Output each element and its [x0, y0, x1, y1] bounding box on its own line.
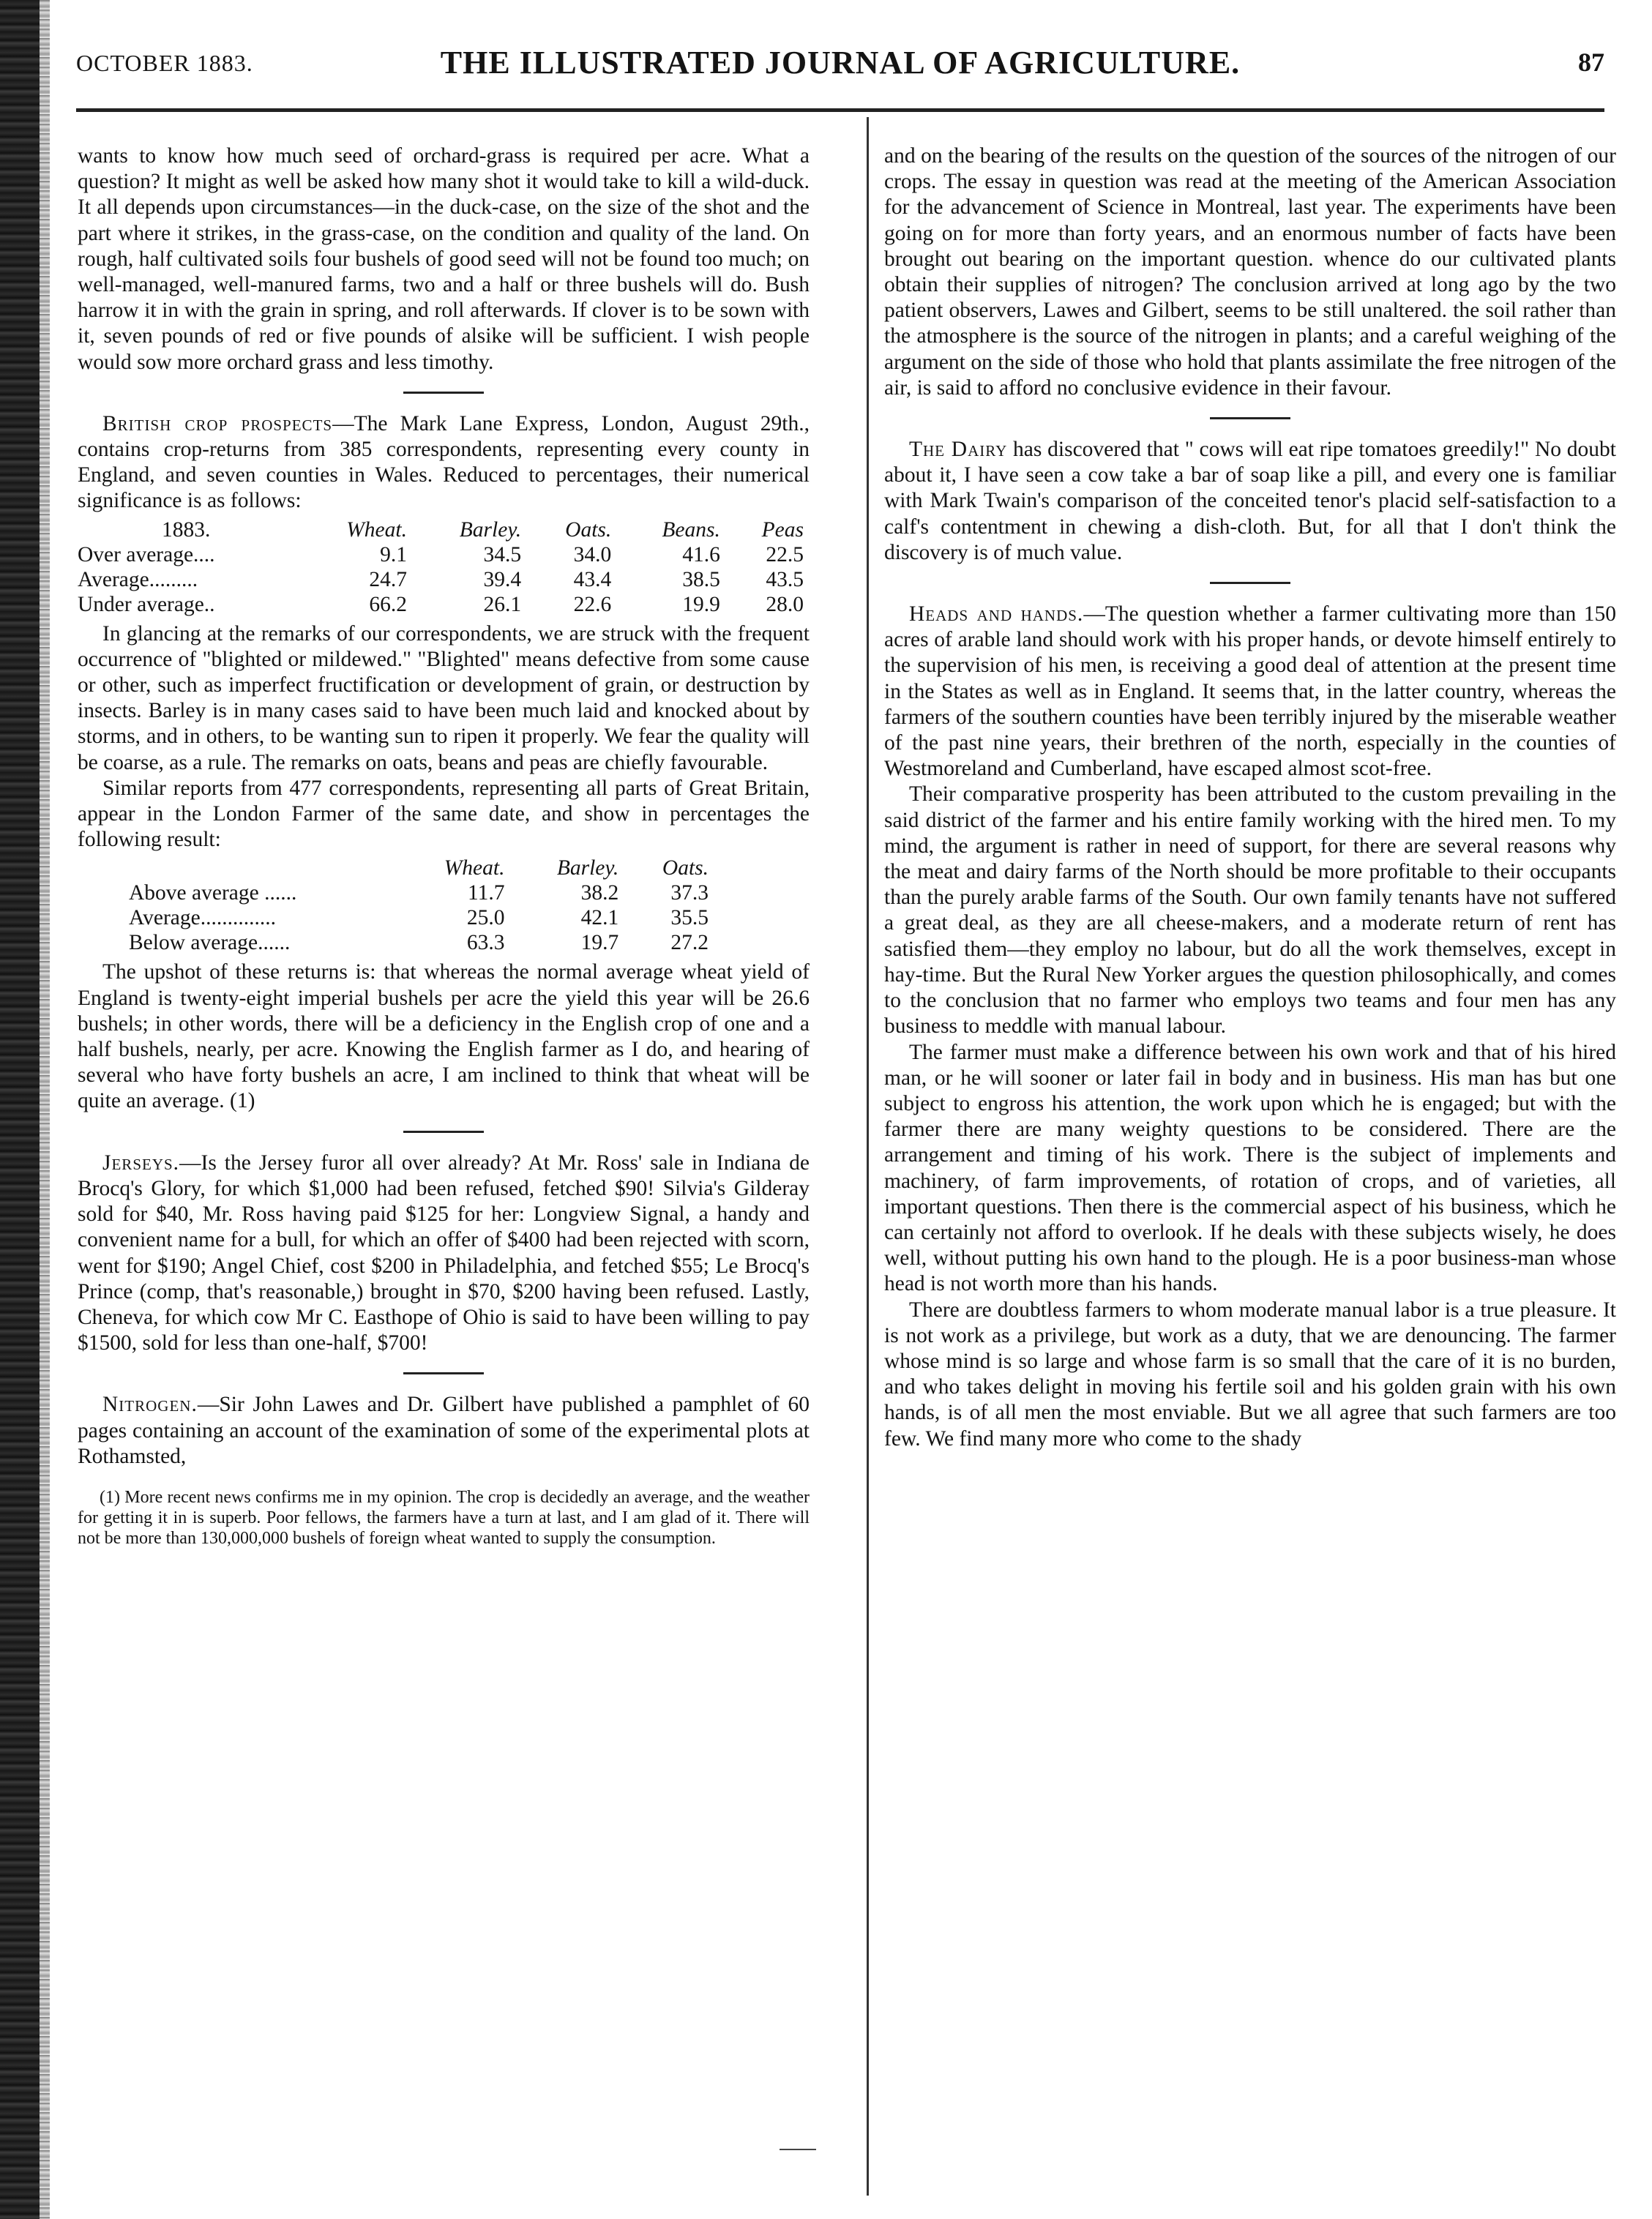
table-cell: 26.1	[483, 592, 522, 616]
right-column	[884, 143, 1616, 1452]
orchard-grass-paragraph: wants to know how much seed of orchard-grass is required per acre. What a question? It might as well be asked how many shot it would take to kill a wild-duck. It all depends upon circumstances—in the duck-case, on the size of the shot and the part where it strikes, in the grass-case, on the condition and quality of the land. On rough, half cultivated soils four bushels of good seed will not be found too much; on well-managed, well-manured farms, two and a half or three bushels will do. Bush harrow it in with the grain in spring, and roll afterwards. If clover is to be sown with it, seven pounds of red or five pounds of alsike will be sufficient. I wish people would sow more orchard grass and less timothy.	[78, 144, 810, 374]
row-label: Below average......	[129, 931, 291, 955]
crop-percentages-table-1	[78, 517, 810, 617]
col-header: Barley.	[556, 856, 619, 880]
page-end-mark	[780, 2149, 816, 2150]
col-header: Peas	[761, 517, 804, 542]
nitrogen-text: —Sir John Lawes and Dr. Gilbert have published a pamphlet of 60 pages containing an account of the examination of some of the experimental plots at Rothamsted,	[78, 1393, 810, 1468]
british-crop-paragraph	[78, 411, 810, 514]
table-cell: 19.9	[682, 592, 720, 616]
col-header: Oats.	[565, 517, 612, 542]
table-cell: 37.3	[670, 881, 709, 905]
nitrogen-heading: Nitrogen.	[102, 1393, 198, 1417]
table-year: 1883.	[161, 517, 211, 542]
binding-edge	[0, 0, 50, 2219]
dairy-paragraph	[884, 437, 1616, 566]
manual-labor-paragraph: There are doubtless farmers to whom moderate manual labor is a true pleasure. It is not work as a privilege, but work as a duty, that we are denouncing. The farmer whose mind is so large and whose farm is so small that the care of it is no burden, and who takes delight in moving his fertile soil and his golden grain with his own hands, is of all men the most enviable. But we all agree that such farmers are too few. We find many more who come to the shady	[884, 1298, 1616, 1451]
col-header: Wheat.	[444, 856, 505, 880]
british-crop-text: —The Mark Lane Express, London, August 29th., contains crop-returns from 385 correspondents, representing every county in England, and seven counties in Wales. Reduced to percentages, their numerical significance is as follows:	[78, 411, 810, 513]
left-column	[78, 143, 810, 1549]
journal-title: THE ILLUSTRATED JOURNAL OF AGRICULTURE.	[440, 45, 1241, 81]
glancing-paragraph: In glancing at the remarks of our correspondents, we are struck with the frequent occurrence of "blighted or mildewed." "Blighted" means defective from some cause or other, such as imperfect fructification or development of grain, or destruction by insects. Barley is in many cases said to have been much laid and knocked about by storms, and in others, to be wanting sun to ripen it properly. We fear the quality will be coarse, as a rule. The remarks on oats, beans and peas are chiefly favourable.	[78, 621, 810, 774]
table-cell: 42.1	[580, 906, 619, 930]
table-cell: 19.7	[580, 931, 619, 955]
table-cell: 25.0	[466, 906, 505, 930]
upshot-paragraph: The upshot of these returns is: that whereas the normal average wheat yield of England is twenty-eight imperial bushels per acre the yield this year will be 26.6 bushels; in other words, there will be a deficiency in the English crop of one and a half bushels, nearly, per acre. Knowing the English farmer as I do, and hearing of several who have forty bushels an acre, I am inclined to think that wheat will be quite an average. (1)	[78, 960, 810, 1113]
nitrogen-continued-paragraph: and on the bearing of the results on the question of the sources of the nitrogen of our crops. The essay in question was read at the meeting of the American Association for the advancement of Science in Montreal, last year. The experiments have been going on for more than forty years, and an enormous number of facts have been brought out bearing on the important question. whence do our cultivated plants obtain their supplies of nitrogen? The conclusion arrived at long ago by the two patient observers, Lawes and Gilbert, seems to be still unaltered. the soil rather than the atmosphere is the source of the nitrogen in plants; and a careful weighing of the argument on the side of those who hold that plants assimilate the free nitrogen of the air, is said to afford no conclusive evidence in their favour.	[884, 144, 1616, 400]
section-separator	[403, 1131, 484, 1133]
column-divider	[867, 117, 869, 2196]
table-cell: 34.0	[573, 542, 612, 566]
table-row	[129, 930, 714, 955]
jerseys-text: —Is the Jersey furor all over already? At Mr. Ross' sale in Indiana de Brocq's Glory, for which $1,000 had been refused, fetched $90! Silvia's Gilderay sold for $40, Mr. Ross having paid $125 for her: Longview Signal, a handy and convenient name for a bull, for which an offer of $400 had been rejected with scorn, went for $190; Angel Chief, cost $200 in Philadelphia, and fetched $55; Le Brocq's Prince (comp, that's reasonable,) brought in $70, $200 having been refused. Lastly, Cheneva, for which cow Mr C. Easthope of Ohio is said to have been willing to pay $1500, sold for less than one-half, $700!	[78, 1150, 810, 1355]
heads-and-hands-paragraph	[884, 602, 1616, 782]
row-label: Above average ......	[129, 881, 297, 905]
table-cell: 43.5	[766, 567, 804, 591]
col-header: Oats.	[662, 856, 709, 880]
table-cell: 27.2	[670, 931, 709, 955]
table-cell: 9.1	[380, 542, 407, 566]
table-row	[78, 567, 810, 592]
row-label: Average.........	[78, 567, 198, 591]
table-cell: 22.5	[766, 542, 804, 566]
crop-percentages-table-2	[129, 856, 714, 955]
section-separator	[403, 1372, 484, 1374]
page-number: 87	[1578, 48, 1604, 77]
dairy-heading: The Dairy	[909, 438, 1008, 462]
farmer-difference-paragraph: The farmer must make a difference between his own work and that of his hired man, or he will sooner or later fail in body and in business. His man has but one subject to engross his attention, the work upon which he is engaged; but with the farmer there are many weighty questions to be considered. There are the arrangement and timing of his work. There is the subject of implements and machinery, of farm improvements, of rotation of crops, and of varieties, all important questions. Then there is the commercial aspect of his business, which he can certainly not afford to overlook. If he deals with these subjects wisely, he does well, without putting his own hand to the plough. He is a poor business-man whose head is not worth more than his hands.	[884, 1040, 1616, 1296]
table-header-row	[78, 517, 810, 542]
footnote: (1) More recent news confirms me in my opinion. The crop is decidedly an average, and the weather for getting it in is superb. Poor fellows, the farmers have a turn at last, and I am glad of it. There will not be more than 130,000,000 bushels of foreign wheat wanted to supply the consumption.	[78, 1487, 810, 1548]
table-cell: 38.5	[682, 567, 720, 591]
header-rule	[76, 108, 1604, 112]
row-label: Under average..	[78, 592, 215, 616]
row-label: Average..............	[129, 906, 276, 930]
col-header: Beans.	[662, 517, 720, 542]
table-cell: 34.5	[483, 542, 522, 566]
table-cell: 39.4	[483, 567, 522, 591]
dairy-text: has discovered that " cows will eat ripe tomatoes greedily!" No doubt about it, I have seen a cow take a bar of soap like a pill, and every one is familiar with Mark Twain's comparison of the conceited tenor's placid self-satisfaction to a calf's contentment in chewing a dish-cloth. But, for all that I don't think the discovery is of much value.	[884, 438, 1616, 564]
table-cell: 35.5	[670, 906, 709, 930]
table-cell: 11.7	[467, 881, 505, 905]
section-separator	[1210, 417, 1290, 419]
table-cell: 38.2	[580, 881, 619, 905]
table-cell: 43.4	[573, 567, 612, 591]
section-separator	[1210, 582, 1290, 584]
table-cell: 41.6	[682, 542, 720, 566]
table-cell: 28.0	[766, 592, 804, 616]
heads-and-hands-heading: Heads and hands.	[909, 602, 1084, 626]
col-header: Wheat.	[346, 517, 407, 542]
nitrogen-paragraph	[78, 1392, 810, 1470]
table-row	[129, 905, 714, 930]
comparative-prosperity-paragraph: Their comparative prosperity has been attributed to the custom prevailing in the said district of the farmer and his entire family working with the hired men. To my mind, the argument is rather in need of support, for there are several reasons why the meat and dairy farms of the North should be more profitable to their occupants than the purely arable farms of the South. Our own family tenants have not suffered a great deal, as they are all cheese-makers, and a moderate return of rent has satisfied them—they employ no labour, but do all the work themselves, except in hay-time. But the Rural New Yorker argues the question philosophically, and comes to the conclusion that no farmer who employs two teams and four men has any business to meddle with manual labour.	[884, 782, 1616, 1039]
jerseys-paragraph	[78, 1150, 810, 1357]
table-row	[78, 542, 810, 567]
page-header	[76, 44, 1604, 102]
row-label: Over average....	[78, 542, 215, 566]
table-cell: 24.7	[369, 567, 407, 591]
table-row	[78, 592, 810, 617]
jerseys-heading: Jerseys.	[102, 1150, 180, 1175]
table-cell: 66.2	[369, 592, 407, 616]
british-crop-heading: British crop prospects	[102, 411, 333, 435]
table-header-row	[129, 856, 714, 880]
section-separator	[403, 392, 484, 394]
table-cell: 63.3	[466, 931, 505, 955]
issue-date: OCTOBER 1883.	[76, 50, 253, 76]
table-row	[129, 880, 714, 905]
table-cell: 22.6	[573, 592, 612, 616]
col-header: Barley.	[459, 517, 522, 542]
heads-and-hands-text: —The question whether a farmer cultivating more than 150 acres of arable land should work with his proper hands, or devote himself entirely to the supervision of his men, is receiving a good deal of attention at the present time in the States as well as in England. It seems that, in the latter country, whereas the farmers of the southern counties have been terribly injured by the miserable weather of the past nine years, their brethren of the north, especially in the counties of Westmoreland and Cumberland, have escaped almost scot-free.	[884, 602, 1616, 781]
similar-reports-paragraph: Similar reports from 477 correspondents, representing all parts of Great Britain, appear in the London Farmer of the same date, and show in percentages the following result:	[78, 776, 810, 852]
